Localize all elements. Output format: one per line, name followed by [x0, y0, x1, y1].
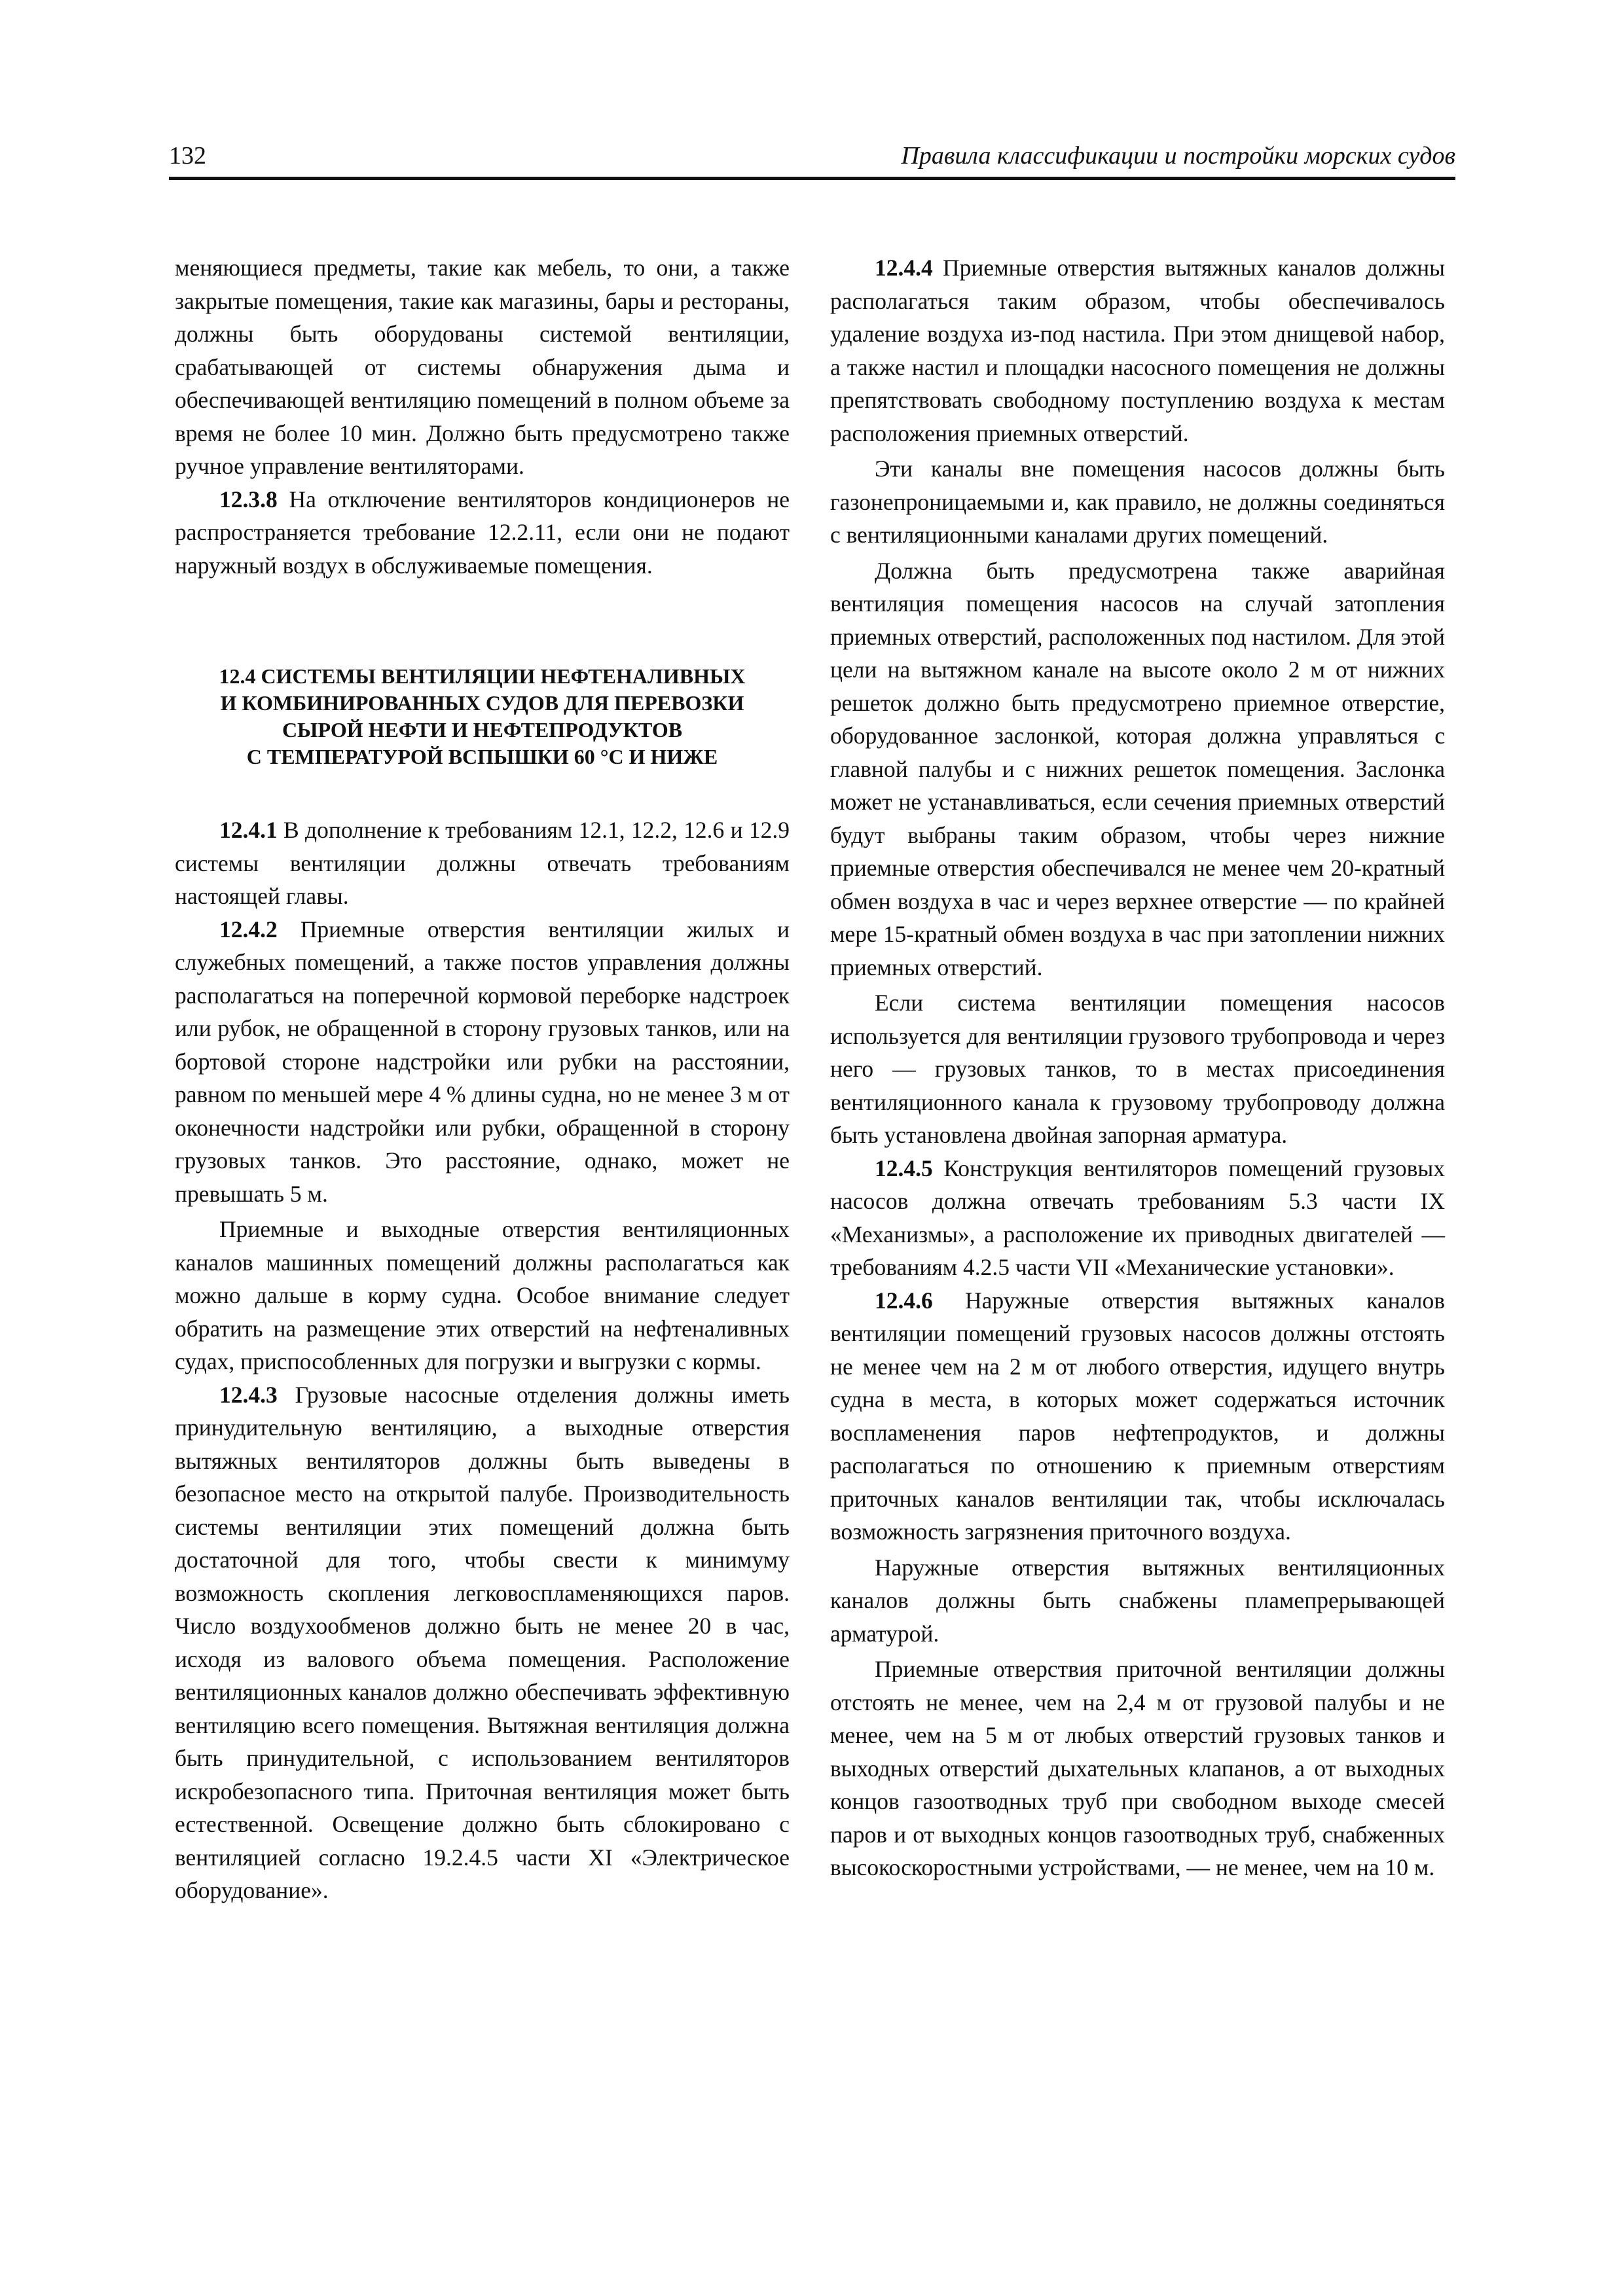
clause-12-4-2: [175, 913, 790, 1211]
clause-number: 12.4.2: [219, 916, 278, 942]
clause-12-4-5: [830, 1152, 1445, 1284]
paragraph-continuation: меняющиеся предметы, такие как мебель, то они, а также закрытые помещения, такие как магазины, бары и рестораны, должны быть оборудованы системой вентиляции, срабатывающей от системы обнаружения дыма и обеспечивающей вентиляцию помещений в полном объеме за время не более 10 мин. Должно быть предусмотрено также ручное управление вентиляторами.: [175, 255, 790, 479]
clause-number: 12.4.6: [875, 1287, 933, 1314]
left-column: [175, 251, 790, 1907]
clause-text: Наружные отверстия вытяжных каналов вентиляции помещений грузовых насосов должны отстоять не менее чем на 2 м от любого отверстия, идущего внутрь судна в места, в которых может содержаться источник воспламенения паров нефтепродуктов, и должны располагаться по отношению к приемным отверстиям приточных каналов вентиляции так, чтобы исключалась возможность загрязнения приточного воздуха.: [830, 1287, 1445, 1545]
clause-text: Конструкция вентиляторов помещений грузовых насосов должна отвечать требованиям 5.3 части IX «Механизмы», а расположение их приводных двигателей — требованиям 4.2.5 части VII «Механические установки».: [830, 1155, 1445, 1280]
paragraph: Приемные и выходные отверстия вентиляционных каналов машинных помещений должны располагаться как можно дальше в корму судна. Особое внимание следует обратить на размещение этих отверстий на нефтеналивных судах, приспособленных для погрузки и выгрузки с кормы.: [175, 1216, 790, 1374]
clause-text: Приемные отверстия вентиляции жилых и служебных помещений, а также постов управления должны располагаться на поперечной кормовой переборке надстроек или рубок, не обращенной в сторону грузовых танков, или на бортовой стороне надстройки или рубки на расстоянии, равном по меньшей мере 4 % длины судна, но не менее 3 м от оконечности надстройки или рубки, обращенной в сторону грузовых танков. Это расстояние, однако, может не превышать 5 м.: [175, 916, 790, 1207]
clause-number: 12.3.8: [219, 486, 278, 512]
page-header: [169, 139, 1455, 179]
heading-line: СЫРОЙ НЕФТИ И НЕФТЕПРОДУКТОВ: [282, 718, 683, 742]
clause-number: 12.4.4: [875, 255, 933, 281]
clause-12-3-8: [175, 483, 790, 583]
clause-12-4-6: [830, 1284, 1445, 1549]
header-rule: [169, 177, 1455, 180]
paragraph: Приемные отверствия приточной вентиляции должны отстоять не менее, чем на 2,4 м от грузовой палубы и не менее, чем на 5 м от любых отверстий грузовых танков и выходных отверстий дыхательных клапанов, а от выходных концов газоотводных труб при свободном выходе смесей паров и от выходных концов газоотводных труб, снабженных высокоскоростными устройствами, — не менее, чем на 10 м.: [830, 1656, 1445, 1880]
clause-number: 12.4.3: [219, 1381, 278, 1408]
heading-line: С ТЕМПЕРАТУРОЙ ВСПЫШКИ 60 °С И НИЖЕ: [246, 745, 718, 768]
section-heading-12-4: [175, 663, 790, 770]
running-title: Правила классификации и постройки морских судов: [901, 142, 1455, 170]
clause-text: В дополнение к требованиям 12.1, 12.2, 12.6 и 12.9 системы вентиляции должны отвечать требованиям настоящей главы.: [175, 817, 790, 909]
paragraph: Эти каналы вне помещения насосов должны быть газонепроницаемыми и, как правило, не должны соединяться с вентиляционными каналами других помещений.: [830, 456, 1445, 548]
clause-12-4-1: [175, 814, 790, 913]
heading-line: И КОМБИНИРОВАННЫХ СУДОВ ДЛЯ ПЕРЕВОЗКИ: [220, 691, 744, 715]
heading-line: 12.4 СИСТЕМЫ ВЕНТИЛЯЦИИ НЕФТЕНАЛИВНЫХ: [219, 664, 746, 688]
clause-text: На отключение вентиляторов кондиционеров не распространяется требование 12.2.11, если они не подают наружный воздух в обслуживаемые помещения.: [175, 486, 790, 579]
right-column: [830, 251, 1445, 1884]
clause-text: Грузовые насосные отделения должны иметь принудительную вентиляцию, а выходные отверстия вытяжных вентиляторов должны быть выведены в безопасное место на открытой палубе. Производительность системы вентиляции этих помещений должна быть достаточной для того, чтобы свести к минимуму возможность скопления легковоспламеняющихся паров. Число воздухообменов должно быть не менее 20 в час, исходя из валового объема помещения. Расположение вентиляционных каналов должно обеспечивать эффективную вентиляцию всего помещения. Вытяжная вентиляция должна быть принудительной, с использованием вентиляторов искробезопасного типа. Приточная вентиляция может быть естественной. Освещение должно быть сблокировано с вентиляцией согласно 19.2.4.5 части XI «Электрическое оборудование».: [175, 1381, 790, 1903]
clause-number: 12.4.5: [875, 1155, 933, 1181]
clause-12-4-4: [830, 251, 1445, 450]
clause-number: 12.4.1: [219, 817, 278, 843]
clause-text: Приемные отверстия вытяжных каналов должны располагаться таким образом, чтобы обеспечивалось удаление воздуха из-под настила. При этом днищевой набор, а также настил и площадки насосного помещения не должны препятствовать свободному поступлению воздуха к местам расположения приемных отверстий.: [830, 255, 1445, 446]
paragraph: Если система вентиляции помещения насосов используется для вентиляции грузового трубопровода и через него — грузовых танков, то в местах присоединения вентиляционного канала к грузовому трубопроводу должна быть установлена двойная запорная арматура.: [830, 990, 1445, 1148]
paragraph: Должна быть предусмотрена также аварийная вентиляция помещения насосов на случай затопления приемных отверстий, расположенных под настилом. Для этой цели на вытяжном канале на высоте около 2 м от нижних решеток должно быть предусмотрено приемное отверстие, оборудованное заслонкой, которая должна управляться с главной палубы и с нижних решеток помещения. Заслонка может не устанавливаться, если сечения приемных отверстий будут выбраны таким образом, чтобы через нижние приемные отверстия обеспечивался не менее чем 20-кратный обмен воздуха в час и через верхнее отверстие — по крайней мере 15-кратный обмен воздуха в час при затоплении нижних приемных отверстий.: [830, 557, 1445, 980]
clause-12-4-3: [175, 1378, 790, 1907]
page-number: 132: [169, 142, 206, 170]
paragraph: Наружные отверстия вытяжных вентиляционных каналов должны быть снабжены пламепрерывающей арматурой.: [830, 1554, 1445, 1647]
